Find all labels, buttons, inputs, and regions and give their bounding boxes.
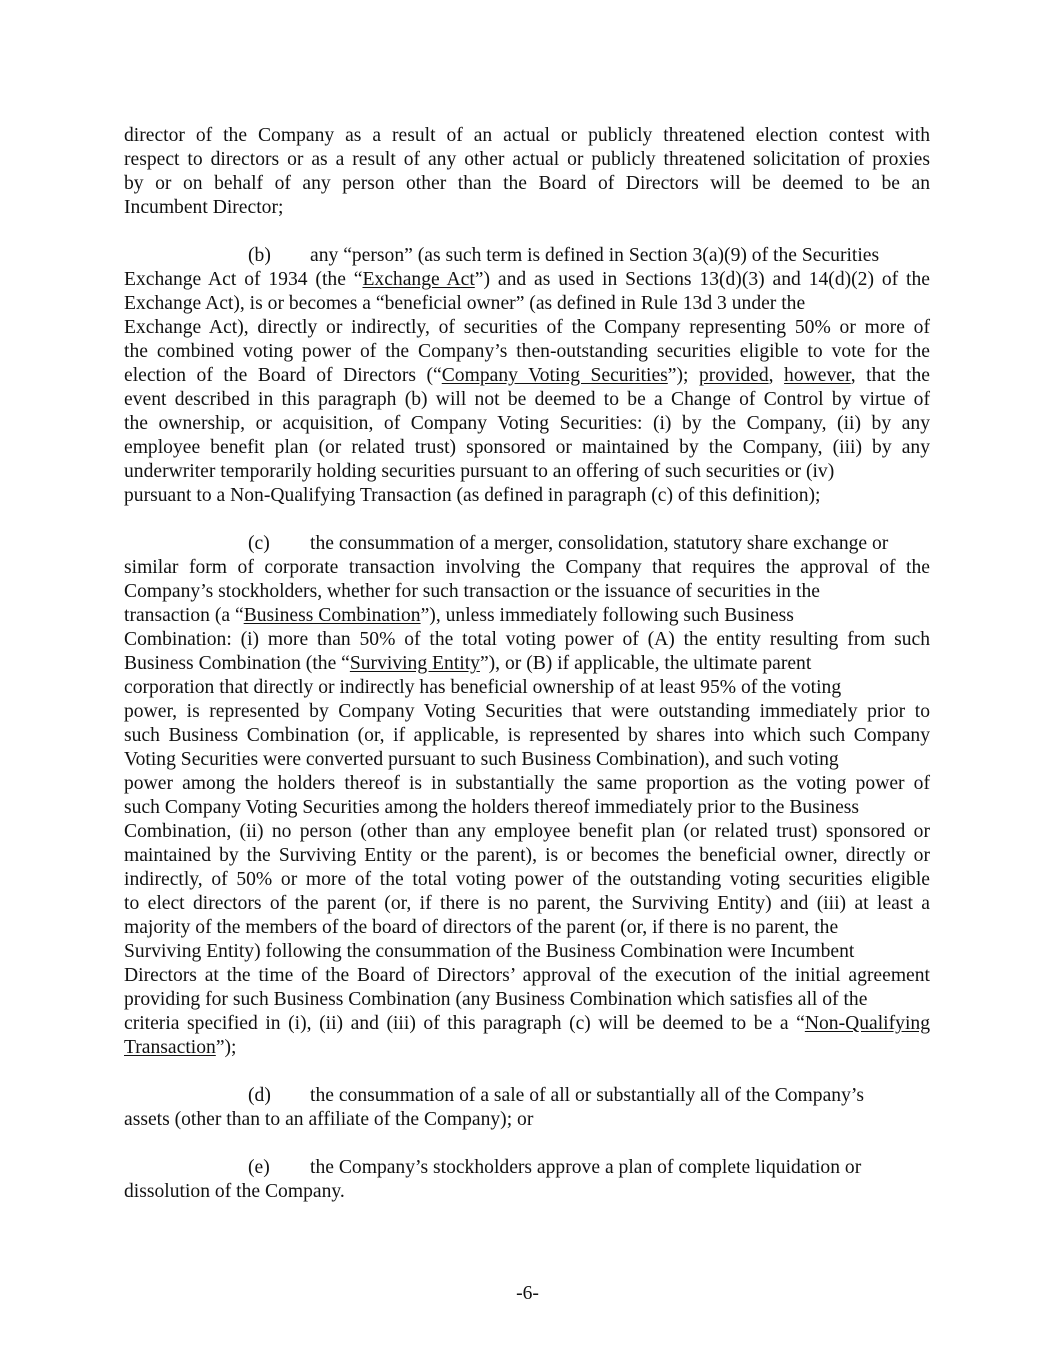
text-line: the combined voting power of the Company’s then-outstanding securities eligible to vote for the (124, 341, 930, 362)
text-line: majority of the members of the board of directors of the parent (or, if there is no parent, the (124, 917, 839, 938)
text-line: Directors at the time of the Board of Directors’ approval of the execution of the initial agreement (124, 965, 930, 986)
text-line: power among the holders thereof is in substantially the same proportion as the voting power of (124, 773, 930, 794)
paragraph-c (124, 532, 930, 1060)
text-line: such Company Voting Securities among the holders thereof immediately prior to the Business (124, 797, 860, 818)
paragraph-e (124, 1156, 930, 1204)
text-line (124, 268, 930, 292)
text-line (124, 1156, 930, 1180)
text-line (124, 1084, 930, 1108)
paragraph-b (124, 244, 930, 508)
emphasis-term: however (784, 365, 851, 386)
text-line: Combination: (i) more than 50% of the total voting power of (A) the entity resulting from such (124, 629, 930, 650)
text-line: maintained by the Surviving Entity or the parent), is or becomes the beneficial owner, directly or (124, 845, 930, 866)
text-line: event described in this paragraph (b) will not be deemed to be a Change of Control by virtue of (124, 389, 930, 410)
text-line: Incumbent Director; (124, 197, 284, 218)
text-line: such Business Combination (or, if applicable, is represented by shares into which such Company (124, 725, 930, 746)
text-segment: , (768, 365, 785, 386)
text-segment: ”); (215, 1037, 237, 1058)
text-line: power, is represented by Company Voting Securities that were outstanding immediately prior to (124, 701, 930, 722)
text-segment: the consummation of a merger, consolidation, statutory share exchange or (310, 533, 889, 554)
text-line: similar form of corporate transaction involving the Company that requires the approval of the (124, 557, 930, 578)
paragraph-label: (d) (248, 1085, 271, 1106)
text-segment: any “person” (as such term is defined in Section 3(a)(9) of the Securities (310, 245, 880, 266)
text-line: employee benefit plan (or related trust) sponsored or maintained by the Company, (iii) by any (124, 437, 930, 458)
text-line: pursuant to a Non-Qualifying Transaction (as defined in paragraph (c) of this definition); (124, 485, 821, 506)
text-line: indirectly, of 50% or more of the total voting power of the outstanding voting securities eligible (124, 869, 930, 890)
paragraph-continuation (124, 124, 930, 220)
text-line (124, 1012, 930, 1036)
emphasis-term: provided (698, 365, 769, 386)
text-line (124, 532, 930, 556)
text-line: providing for such Business Combination (any Business Combination which satisfies all of the (124, 989, 868, 1010)
text-line: the ownership, or acquisition, of Company Voting Securities: (i) by the Company, (ii) by any (124, 413, 930, 434)
text-segment: transaction (a “ (124, 605, 244, 626)
text-segment: the consummation of a sale of all or substantially all of the Company’s (310, 1085, 864, 1106)
text-line: corporation that directly or indirectly has beneficial ownership of at least 95% of the voting (124, 677, 842, 698)
text-line: director of the Company as a result of an actual or publicly threatened election contest with (124, 125, 930, 146)
text-line: to elect directors of the parent (or, if there is no parent, the Surviving Entity) and (iii) at least a (124, 893, 930, 914)
text-line: underwriter temporarily holding securities pursuant to an offering of such securities or (iv) (124, 461, 835, 482)
text-line: by or on behalf of any person other than the Board of Directors will be deemed to be an (124, 173, 930, 194)
text-segment: Exchange Act of 1934 (the “ (124, 269, 363, 290)
document-page (124, 124, 930, 1228)
text-line: Company’s stockholders, whether for such transaction or the issuance of securities in the (124, 581, 820, 602)
text-segment: ”) and as used in Sections 13(d)(3) and 14(d)(2) of the (474, 269, 930, 290)
text-line (124, 604, 930, 628)
text-line (124, 652, 930, 676)
text-line: assets (other than to an affiliate of the Company); or (124, 1109, 534, 1130)
text-segment: ”), or (B) if applicable, the ultimate parent (479, 653, 812, 674)
defined-term: Business Combination (243, 605, 421, 626)
text-line: Voting Securities were converted pursuant to such Business Combination), and such voting (124, 749, 839, 770)
text-segment: ”); (667, 365, 699, 386)
defined-term: Company Voting Securities (441, 365, 668, 386)
paragraph-label: (b) (248, 245, 271, 266)
text-line: Surviving Entity) following the consummation of the Business Combination were Incumbent (124, 941, 855, 962)
text-line: Exchange Act), directly or indirectly, of securities of the Company representing 50% or more of (124, 317, 930, 338)
text-segment: election of the Board of Directors (“ (124, 365, 442, 386)
paragraph-label: (c) (248, 533, 270, 554)
text-line: Combination, (ii) no person (other than any employee benefit plan (or related trust) sponsored or (124, 821, 930, 842)
text-line: respect to directors or as a result of any other actual or publicly threatened solicitation of proxies (124, 149, 930, 170)
text-segment: Business Combination (the “ (124, 653, 350, 674)
text-segment: , that the (850, 365, 930, 386)
text-line (124, 364, 930, 388)
text-line (124, 1036, 930, 1060)
defined-term: Transaction (124, 1037, 216, 1058)
page-number: -6- (516, 1283, 539, 1304)
text-segment: the Company’s stockholders approve a plan of complete liquidation or (310, 1157, 862, 1178)
text-line (124, 244, 930, 268)
text-segment: criteria specified in (i), (ii) and (iii) of this paragraph (c) will be deemed to be a “ (124, 1013, 805, 1034)
text-segment: ”), unless immediately following such Business (420, 605, 794, 626)
paragraph-label: (e) (248, 1157, 270, 1178)
defined-term: Exchange Act (362, 269, 475, 290)
defined-term: Surviving Entity (349, 653, 480, 674)
text-line: dissolution of the Company. (124, 1181, 345, 1202)
defined-term: Non-Qualifying (804, 1013, 930, 1034)
paragraph-d (124, 1084, 930, 1132)
text-line: Exchange Act), is or becomes a “beneficial owner” (as defined in Rule 13d 3 under the (124, 293, 806, 314)
